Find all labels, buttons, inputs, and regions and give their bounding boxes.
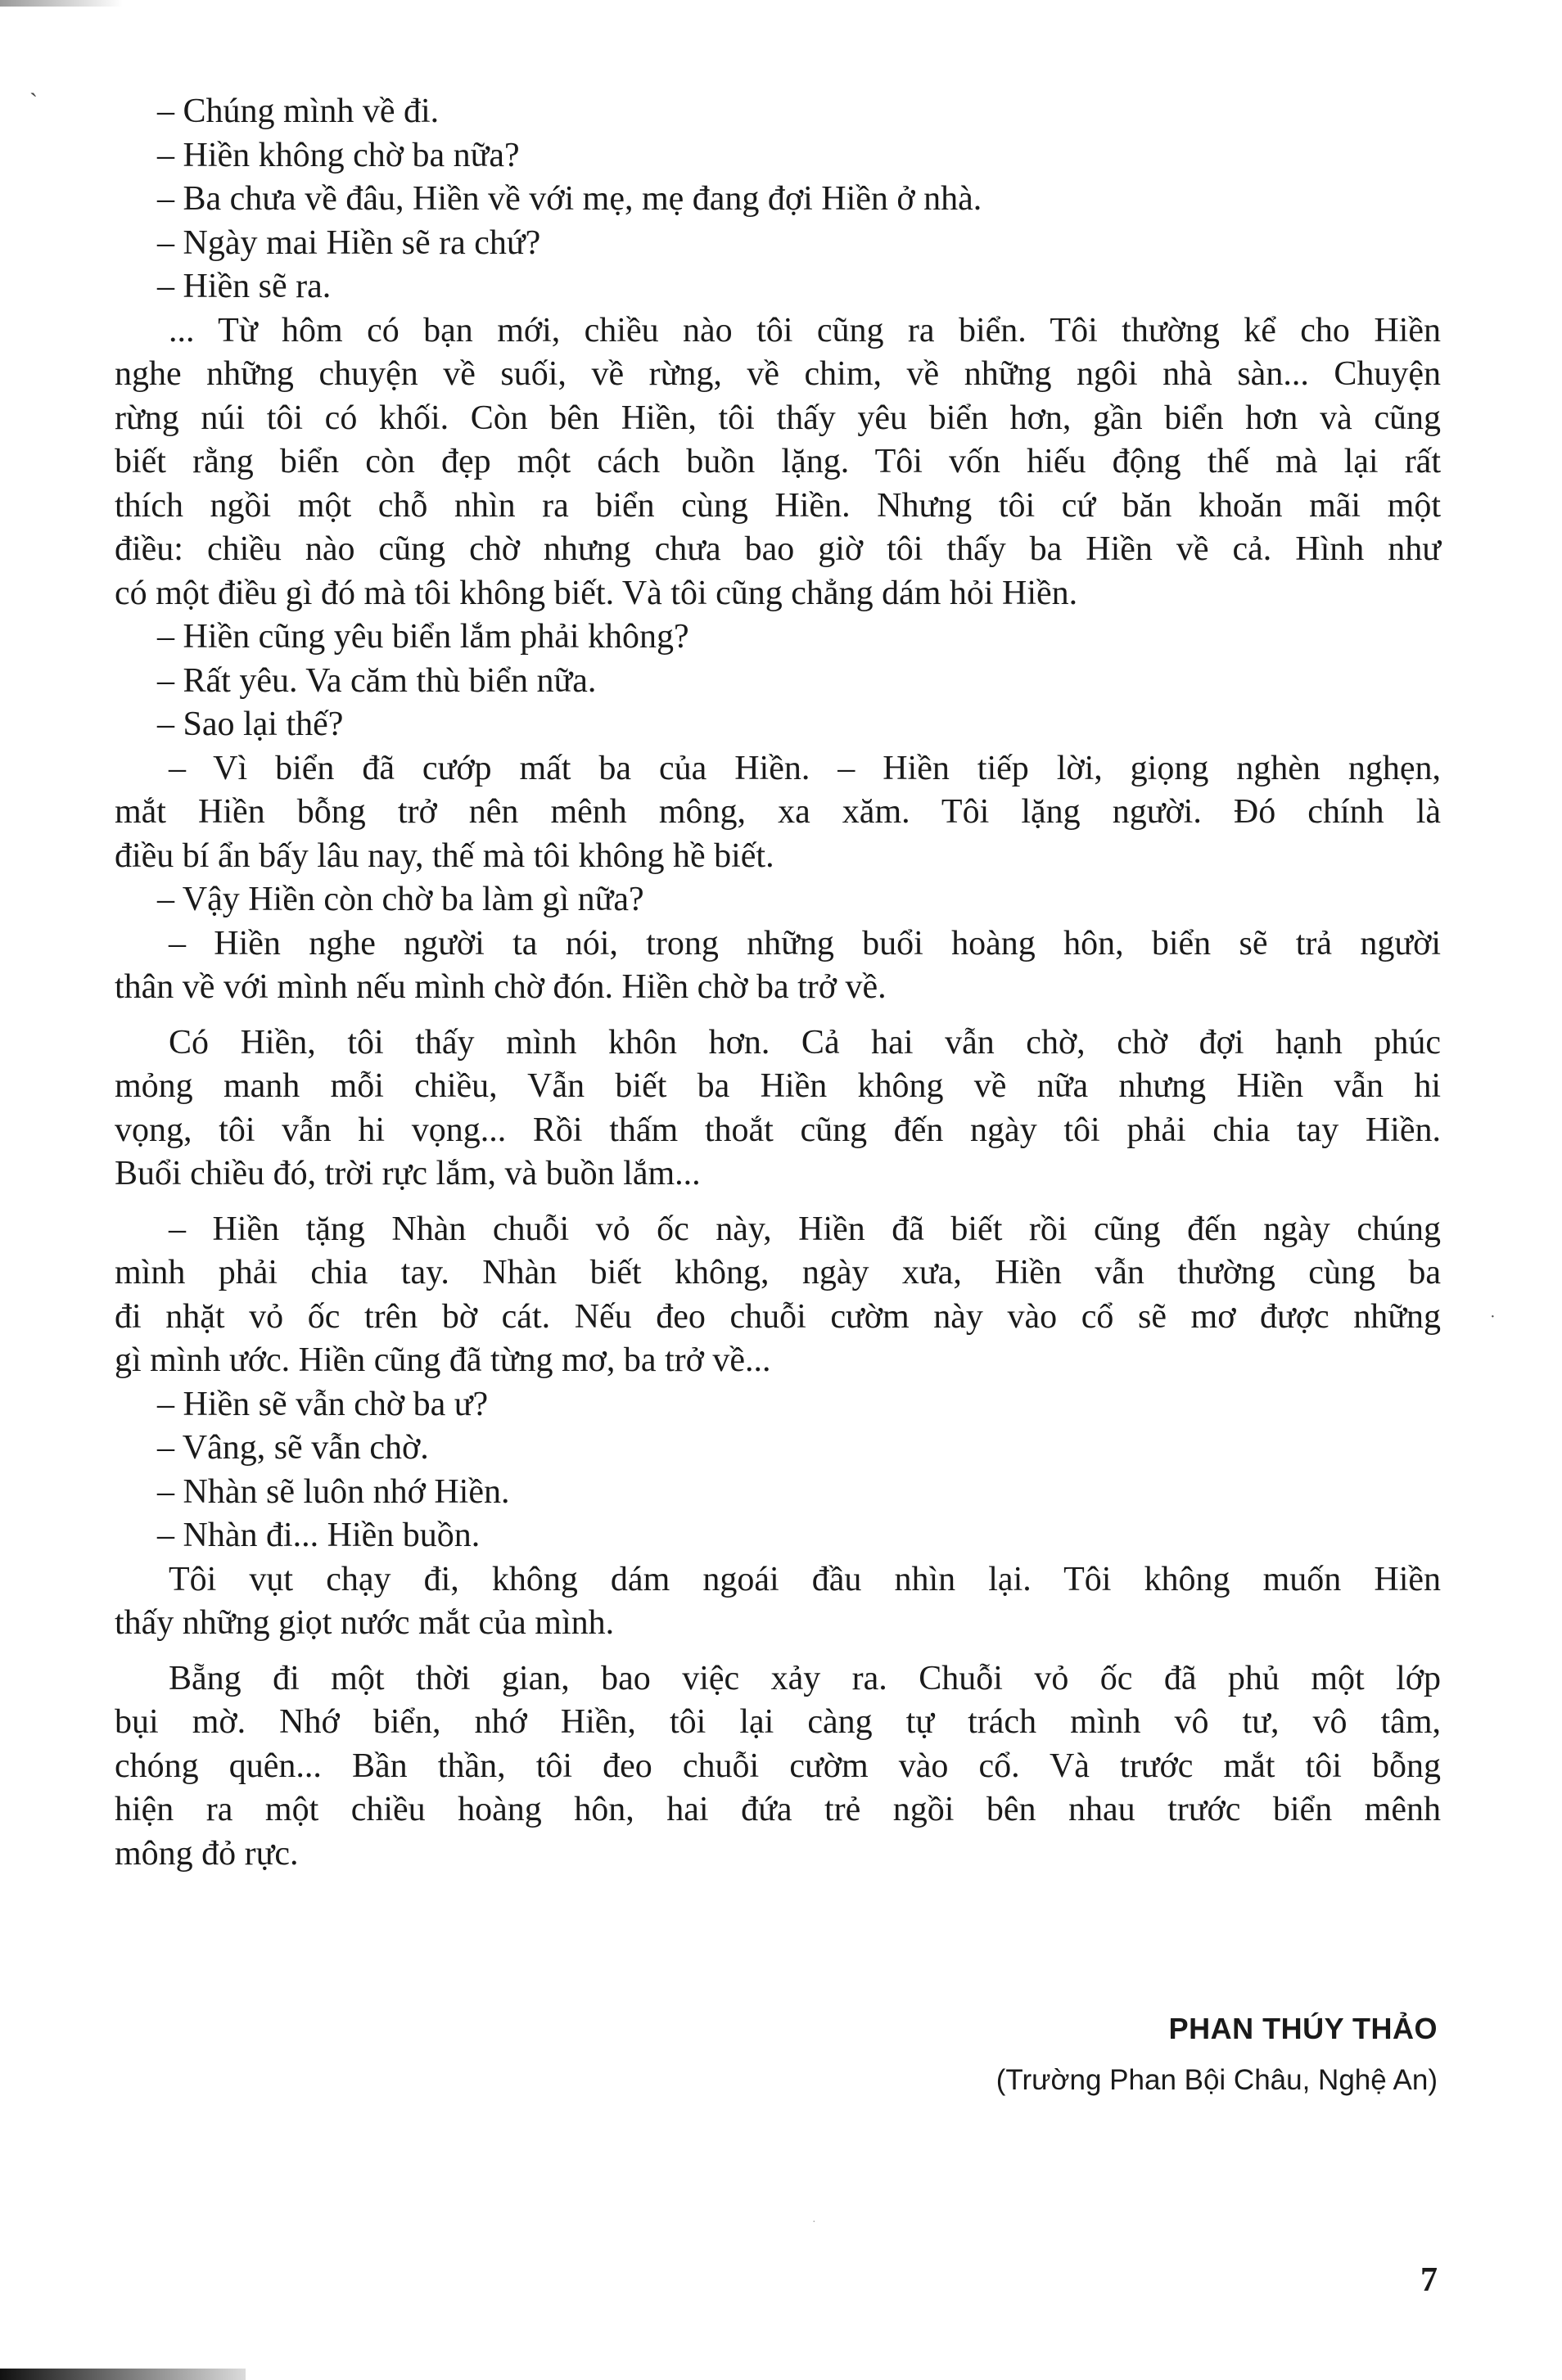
- text-line: thân về với mình nếu mình chờ đón. Hiền chờ ba trở về.: [115, 968, 887, 1006]
- paragraph-gap: [115, 1197, 1441, 1208]
- text-line: Có Hiền, tôi thấy mình khôn hơn. Cả hai vẫn chờ, chờ đợi hạnh phúc: [169, 1023, 1441, 1062]
- text-line: hiện ra một chiều hoàng hôn, hai đứa trẻ ngồi bên nhau trước biển mênh: [115, 1791, 1441, 1828]
- text-line: – Nhàn sẽ luôn nhớ Hiền.: [157, 1472, 510, 1511]
- text-line: Buổi chiều đó, trời rực lắm, và buồn lắm...: [115, 1155, 701, 1192]
- scan-edge-mark-bottom: [0, 2369, 246, 2380]
- text-line: rừng núi tôi có khối. Còn bên Hiền, tôi thấy yêu biển hơn, gần biển hơn và cũng: [115, 399, 1441, 437]
- text-line: thích ngồi một chỗ nhìn ra biển cùng Hiền. Nhưng tôi cứ băn khoăn mãi một: [115, 486, 1441, 525]
- text-line: – Sao lại thế?: [157, 705, 344, 743]
- text-line: có một điều gì đó mà tôi không biết. Và tôi cũng chẳng dám hỏi Hiền.: [115, 574, 1078, 612]
- text-line: – Ngày mai Hiền sẽ ra chứ?: [157, 223, 541, 262]
- scan-speck: ·: [812, 2216, 816, 2229]
- text-line: – Hiền nghe người ta nói, trong những buổi hoàng hôn, biển sẽ trả người: [169, 924, 1441, 962]
- text-line: đi nhặt vỏ ốc trên bờ cát. Nếu đeo chuỗi cườm này vào cổ sẽ mơ được những: [115, 1297, 1441, 1336]
- text-line: vọng, tôi vẫn hi vọng... Rồi thấm thoắt cũng đến ngày tôi phải chia tay Hiền.: [115, 1111, 1441, 1149]
- author-name: PHAN THÚY THẢO: [1168, 2012, 1438, 2045]
- text-line: – Chúng mình về đi.: [157, 92, 440, 130]
- text-line: mỏng manh mỗi chiều, Vẫn biết ba Hiền không về nữa nhưng Hiền vẫn hi: [115, 1067, 1441, 1105]
- text-line: nghe những chuyện về suối, về rừng, về chim, về những ngôi nhà sàn... Chuyện: [115, 355, 1441, 393]
- text-line: – Hiền cũng yêu biển lắm phải không?: [157, 618, 689, 656]
- text-line: – Hiền sẽ vẫn chờ ba ư?: [157, 1385, 489, 1423]
- text-line: – Hiền sẽ ra.: [157, 268, 332, 305]
- text-line: chóng quên... Bần thần, tôi đeo chuỗi cườm vào cổ. Và trước mắt tôi bỗng: [115, 1747, 1441, 1785]
- text-line: – Vậy Hiền còn chờ ba làm gì nữa?: [157, 881, 644, 918]
- text-line: mông đỏ rực.: [115, 1834, 299, 1873]
- text-line: – Vâng, sẽ vẫn chờ.: [157, 1429, 429, 1467]
- text-line: – Vì biển đã cướp mất ba của Hiền. – Hiền tiếp lời, giọng nghèn nghẹn,: [169, 749, 1441, 787]
- text-line: – Hiền tặng Nhàn chuỗi vỏ ốc này, Hiền đã biết rồi cũng đến ngày chúng: [169, 1210, 1441, 1248]
- scan-speck: ˋ: [29, 88, 38, 115]
- paragraph-gap: [115, 1010, 1441, 1021]
- text-line: Tôi vụt chạy đi, không dám ngoái đầu nhìn lại. Tôi không muốn Hiền: [169, 1560, 1441, 1598]
- text-line: điều: chiều nào cũng chờ nhưng chưa bao giờ tôi thấy ba Hiền về cả. Hình như: [115, 530, 1441, 568]
- story-text: [115, 90, 1441, 1876]
- text-line: điều bí ẩn bấy lâu nay, thế mà tôi không hề biết.: [115, 836, 774, 875]
- text-line: mắt Hiền bỗng trở nên mênh mông, xa xăm. Tôi lặng người. Đó chính là: [115, 793, 1441, 831]
- text-line: mình phải chia tay. Nhàn biết không, ngày xưa, Hiền vẫn thường cùng ba: [115, 1254, 1441, 1291]
- paragraph-gap: [115, 1646, 1441, 1657]
- text-line: thấy những giọt nước mắt của mình.: [115, 1604, 615, 1642]
- text-line: – Hiền không chờ ba nữa?: [157, 136, 520, 174]
- text-line: – Nhàn đi... Hiền buồn.: [157, 1517, 481, 1554]
- text-line: gì mình ước. Hiền cũng đã từng mơ, ba trở về...: [115, 1341, 771, 1379]
- page-number: 7: [1420, 2261, 1438, 2299]
- text-line: – Ba chưa về đâu, Hiền về với mẹ, mẹ đang đợi Hiền ở nhà.: [157, 180, 982, 218]
- text-line: bụi mờ. Nhớ biển, nhớ Hiền, tôi lại càng tự trách mình vô tư, vô tâm,: [115, 1703, 1441, 1741]
- text-line: Bẵng đi một thời gian, bao việc xảy ra. Chuỗi vỏ ốc đã phủ một lớp: [169, 1659, 1441, 1697]
- scan-edge-mark-top: [0, 0, 123, 7]
- text-line: ... Từ hôm có bạn mới, chiều nào tôi cũng ra biển. Tôi thường kể cho Hiền: [169, 311, 1441, 349]
- text-line: – Rất yêu. Va căm thù biển nữa.: [157, 661, 597, 700]
- text-line: biết rằng biển còn đẹp một cách buồn lặng. Tôi vốn hiếu động thế mà lại rất: [115, 443, 1441, 480]
- scan-speck: ·: [1490, 1308, 1496, 1326]
- author-school: (Trường Phan Bội Châu, Nghệ An): [995, 2064, 1438, 2096]
